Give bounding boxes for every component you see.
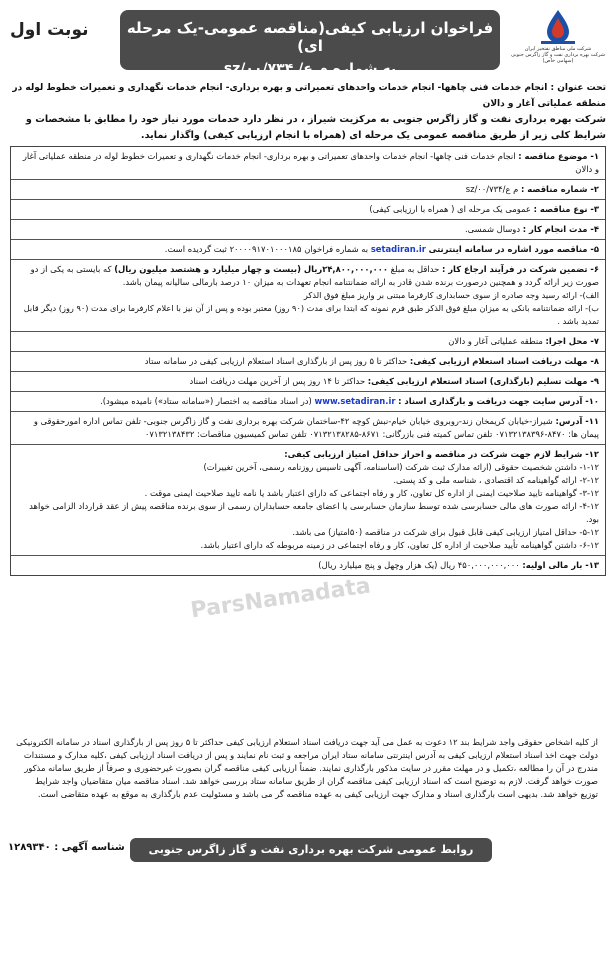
row-financial-text: ۴۵۰,۰۰۰,۰۰۰,۰۰۰ ریال (یک هزار وچهل و پنج میلیارد ریال) xyxy=(318,560,520,570)
row-requirements xyxy=(11,445,605,556)
requirement-2: ۲-۱۲- ارائه گواهینامه کد اقتصادی ، شناسه ملی و کد پستی. xyxy=(393,475,599,485)
row-submit-label: ۹- مهلت تسلیم (بارگذاری) اسناد استعلام ارزیابی کیفی: xyxy=(367,376,599,386)
round-label: نوبت اول xyxy=(10,20,89,40)
oil-company-logo-icon xyxy=(537,8,579,46)
row-receive-deadline xyxy=(11,352,605,372)
row-requirements-label: ۱۲- شرایط لازم جهت شرکت در مناقصه و احراز حداقل امتیاز ارزیابی کیفی: xyxy=(284,449,599,459)
requirement-3: ۳-۱۲- گواهینامه تایید صلاحیت ایمنی از اداره کل تعاون، کار و رفاه اجتماعی که دارای اعتبار باشد یا نامه تایید صلاحیت ایمنی موقت . xyxy=(144,488,599,498)
row-duration-text: دوسال شمسی. xyxy=(465,224,521,234)
notice-id-label: شناسه آگهی : xyxy=(54,842,125,853)
guarantee-option-be: ب)- ارائه ضمانتنامه بانکی به میزان مبلغ فوق الذکر طبق فرم نمونه که ابتدا برای مدت (۹۰ روز) معتبر بوده و پس از آن نیز با اعلام کارفرما برای مدت (۹۰ روز) دیگر قابل تمدید باشد . xyxy=(23,303,599,326)
row-website-label: ۱۰- آدرس سایت جهت دریافت و بارگذاری اسناد : xyxy=(398,396,599,406)
row-duration-label: ۴- مدت انجام کار : xyxy=(522,224,599,234)
requirement-5: ۵-۱۲- حداقل امتیاز ارزیابی کیفی قابل قبول برای شرکت در مناقصه (۵۰امتیاز) می باشد. xyxy=(292,527,599,537)
notice-title: فراخوان ارزیابی کیفی(مناقصه عمومی-یک مرحله ای) xyxy=(126,19,494,55)
row-website-text: (در اسناد مناقصه به اختصار («سامانه ستاد») نامیده میشود). xyxy=(100,396,312,406)
row-number-label: ۲- شماره مناقصه : xyxy=(520,184,599,194)
company-logo xyxy=(510,8,606,72)
row-location-text: منطقه عملیاتی آغار و دالان xyxy=(448,336,543,346)
row-type xyxy=(11,200,605,220)
row-setad-label: ۵- مناقصه مورد اشاره در سامانه اینترنتی xyxy=(428,244,599,254)
row-location xyxy=(11,332,605,352)
watermark: ParsNamadata xyxy=(189,573,373,624)
tender-number: به شماره م ع/ sz/۰۰/۷۳۴ xyxy=(223,61,397,77)
notice-header xyxy=(10,6,606,77)
row-number-text: م ع/sz/۰۰/۷۳۴ xyxy=(465,184,519,194)
row-number xyxy=(11,180,605,200)
website-link[interactable]: www.setadiran.ir xyxy=(314,396,396,406)
row-guarantee-text-b: که بایستی به یکی از دو صورت زیر ارائه گردد و همچنین درصورت برنده شدن قادر به ارائه ضمانتنامه انجام تعهدات به میزان ۱۰ درصد بارمالی سالیانه پیمان باشد. xyxy=(30,264,599,287)
intro-subject: تحت عنوان : انجام خدمات فنی چاهها- انجام خدمات واحدهای تعمیراتی و بهره برداری- انجام خدمات نگهداری و تعمیرات خطوط لوله در منطقه عملیاتی آغار و دالان xyxy=(12,83,606,109)
row-website xyxy=(11,392,605,412)
guarantee-amount: ۲۴,۸۰۰,۰۰۰,۰۰۰ریال (بیست و چهار میلیارد و هشتصد میلیون ریال) xyxy=(114,264,388,274)
intro-body: شرکت بهره برداری نفت و گاز زاگرس جنوبی به مرکزیت شیراز ، در نظر دارد خدمات مورد نیاز خود را مطابق با مشخصات و شرایط کلی زیر از طریق مناقصه عمومی یک مرحله ای (همراه با انجام ارزیابی کیفی) واگذار نماید. xyxy=(25,114,606,141)
requirement-4: ۴-۱۲- ارائه صورت های مالی حسابرسی شده توسط سازمان حسابرسی یا اعضای جامعه حسابداران رسمی از سوی برنده مناقصه پیش از عقد قرارداد الزامی خواهد بود. xyxy=(29,501,599,524)
row-setad xyxy=(11,240,605,260)
notice-id-value: ۱۲۸۹۳۴۰ xyxy=(8,842,51,853)
row-receive-label: ۸- مهلت دریافت اسناد استعلام ارزیابی کیفی: xyxy=(409,356,599,366)
row-address xyxy=(11,412,605,445)
guarantee-option-alef: الف)- ارائه رسید وجه صادره از سوی حسابداری کارفرما مبتنی بر واریز مبلغ فوق الذکر xyxy=(303,290,599,300)
row-duration xyxy=(11,220,605,240)
setad-link[interactable]: setadiran.ir xyxy=(370,244,426,254)
row-financial-load xyxy=(11,556,605,575)
row-guarantee xyxy=(11,260,605,332)
logo-caption-1: شرکت ملی مناطق نفتخیز ایران xyxy=(524,46,592,52)
row-guarantee-text-a: حداقل به مبلغ xyxy=(390,264,440,274)
requirement-1: ۱-۱۲- داشتن شخصیت حقوقی (ارائه مدارک ثبت شرکت (اساسنامه، آگهی تاسیس روزنامه رسمی، آخرین تغییرات) xyxy=(203,462,599,472)
row-submit-text: حداکثر تا ۱۴ روز پس از آخرین مهلت دریافت اسناد xyxy=(189,376,366,386)
row-address-text: شیراز-خیابان کریمخان زند-روبروی خیابان خیام-نبش کوچه ۴۲-ساختمان شرکت بهره برداری نفت و گاز زاگرس جنوبی- تلفن تماس اداره امورحقوقی و پیمان ها: ۸۴۷۰-۰۷۱۳۲۱۳۸۳۹۶ تلفن تماس کمیته فنی بازرگانی: ۸۶۷۱-۰۷۱۳۲۱۳۸۲۸۵ تلفن تماس کمیسیون مناقصات: ۰۷۱۳۲۱۳۸۴۳۲ xyxy=(33,416,599,439)
row-subject-label: ۱- موضوع مناقصه : xyxy=(518,151,599,161)
row-setad-text: به شماره فراخوان ۲۰۰۰۰۹۱۷۰۱۰۰۰۱۸۵ ثبت گردیده است. xyxy=(164,244,369,254)
row-receive-text: حداکثر تا ۵ روز پس از بارگذاری اسناد استعلام ارزیابی کیفی در سامانه ستاد xyxy=(144,356,408,366)
title-banner xyxy=(120,10,500,77)
notice-id xyxy=(8,842,125,853)
blank-bottom-area xyxy=(0,884,614,954)
conditions-table xyxy=(10,146,606,576)
row-subject-text: انجام خدمات فنی چاهها- انجام خدمات واحدهای تعمیراتی و بهره برداری- انجام خدمات نگهداری و تعمیرات خطوط لوله در منطقه عملیاتی آغار و دالان xyxy=(22,151,599,174)
row-address-label: ۱۱- آدرس: xyxy=(555,416,599,426)
row-submit-deadline xyxy=(11,372,605,392)
row-location-label: ۷- محل اجرا: xyxy=(545,336,599,346)
footer-note: از کلیه اشخاص حقوقی واجد شرایط بند ۱۲ دعوت به عمل می آید جهت دریافت اسناد استعلام ارزیابی کیفی حداکثر تا ۵ روز پس از بارگذاری اسناد در سامانه الکترونیکی دولت جهت اخذ اسناد استعلام ارزیابی کیفی به آدرس اینترنتی سامانه ستاد ایران مراجعه و ثبت نام نمایند و پس از دریافت اسناد ارزیابی کیفی ،کلیه مدارک و مستندات مندرج در آن را مطالعه ،تکمیل و در مهلت مقرر در سایت مذکور بارگذاری نمایند. ضمناً ارزیابی کیفی مناقصه گران بصورت غیرحضوری و صرفاً از طریق سامانه مذکور صورت خواهد گرفت. لازم به توضیح است که اسناد ارزیابی کیفی مناقصه گران از طریق سامانه ستاد بررسی خواهد شد. اسناد مناقصه میان متقاضیان واجد شرایط توزیع خواهد شد. بدیهی است بارگذاری اسناد و مدارک جهت ارزیابی کیفی به عهده مناقصه گر می باشد و مسئولیت عدم بارگذاری به موقع به عهده متقاضی است. xyxy=(16,737,598,799)
row-type-text: عمومی یک مرحله ای ( همراه با ارزیابی کیفی) xyxy=(369,204,531,214)
intro-paragraph xyxy=(8,80,606,144)
row-guarantee-label: ۶- تضمین شرکت در فرآیند ارجاع کار : xyxy=(441,264,599,274)
public-relations-banner: روابط عمومی شرکت بهره برداری نفت و گاز زاگرس جنوبی xyxy=(130,838,492,862)
logo-caption-2: شرکت بهره برداری نفت و گاز زاگرس جنوبی xyxy=(511,52,605,58)
requirement-6: ۶-۱۲- داشتن گواهینامه تأیید صلاحیت از اداره کل تعاون، کار و رفاه اجتماعی در زمینه مربوطه که دارای اعتبار باشد. xyxy=(200,540,599,550)
row-type-label: ۳- نوع مناقصه : xyxy=(533,204,599,214)
logo-caption-3: (سهامی خاص) xyxy=(542,58,574,64)
row-subject xyxy=(11,147,605,180)
row-financial-label: ۱۳- بار مالی اولیه: xyxy=(522,560,599,570)
